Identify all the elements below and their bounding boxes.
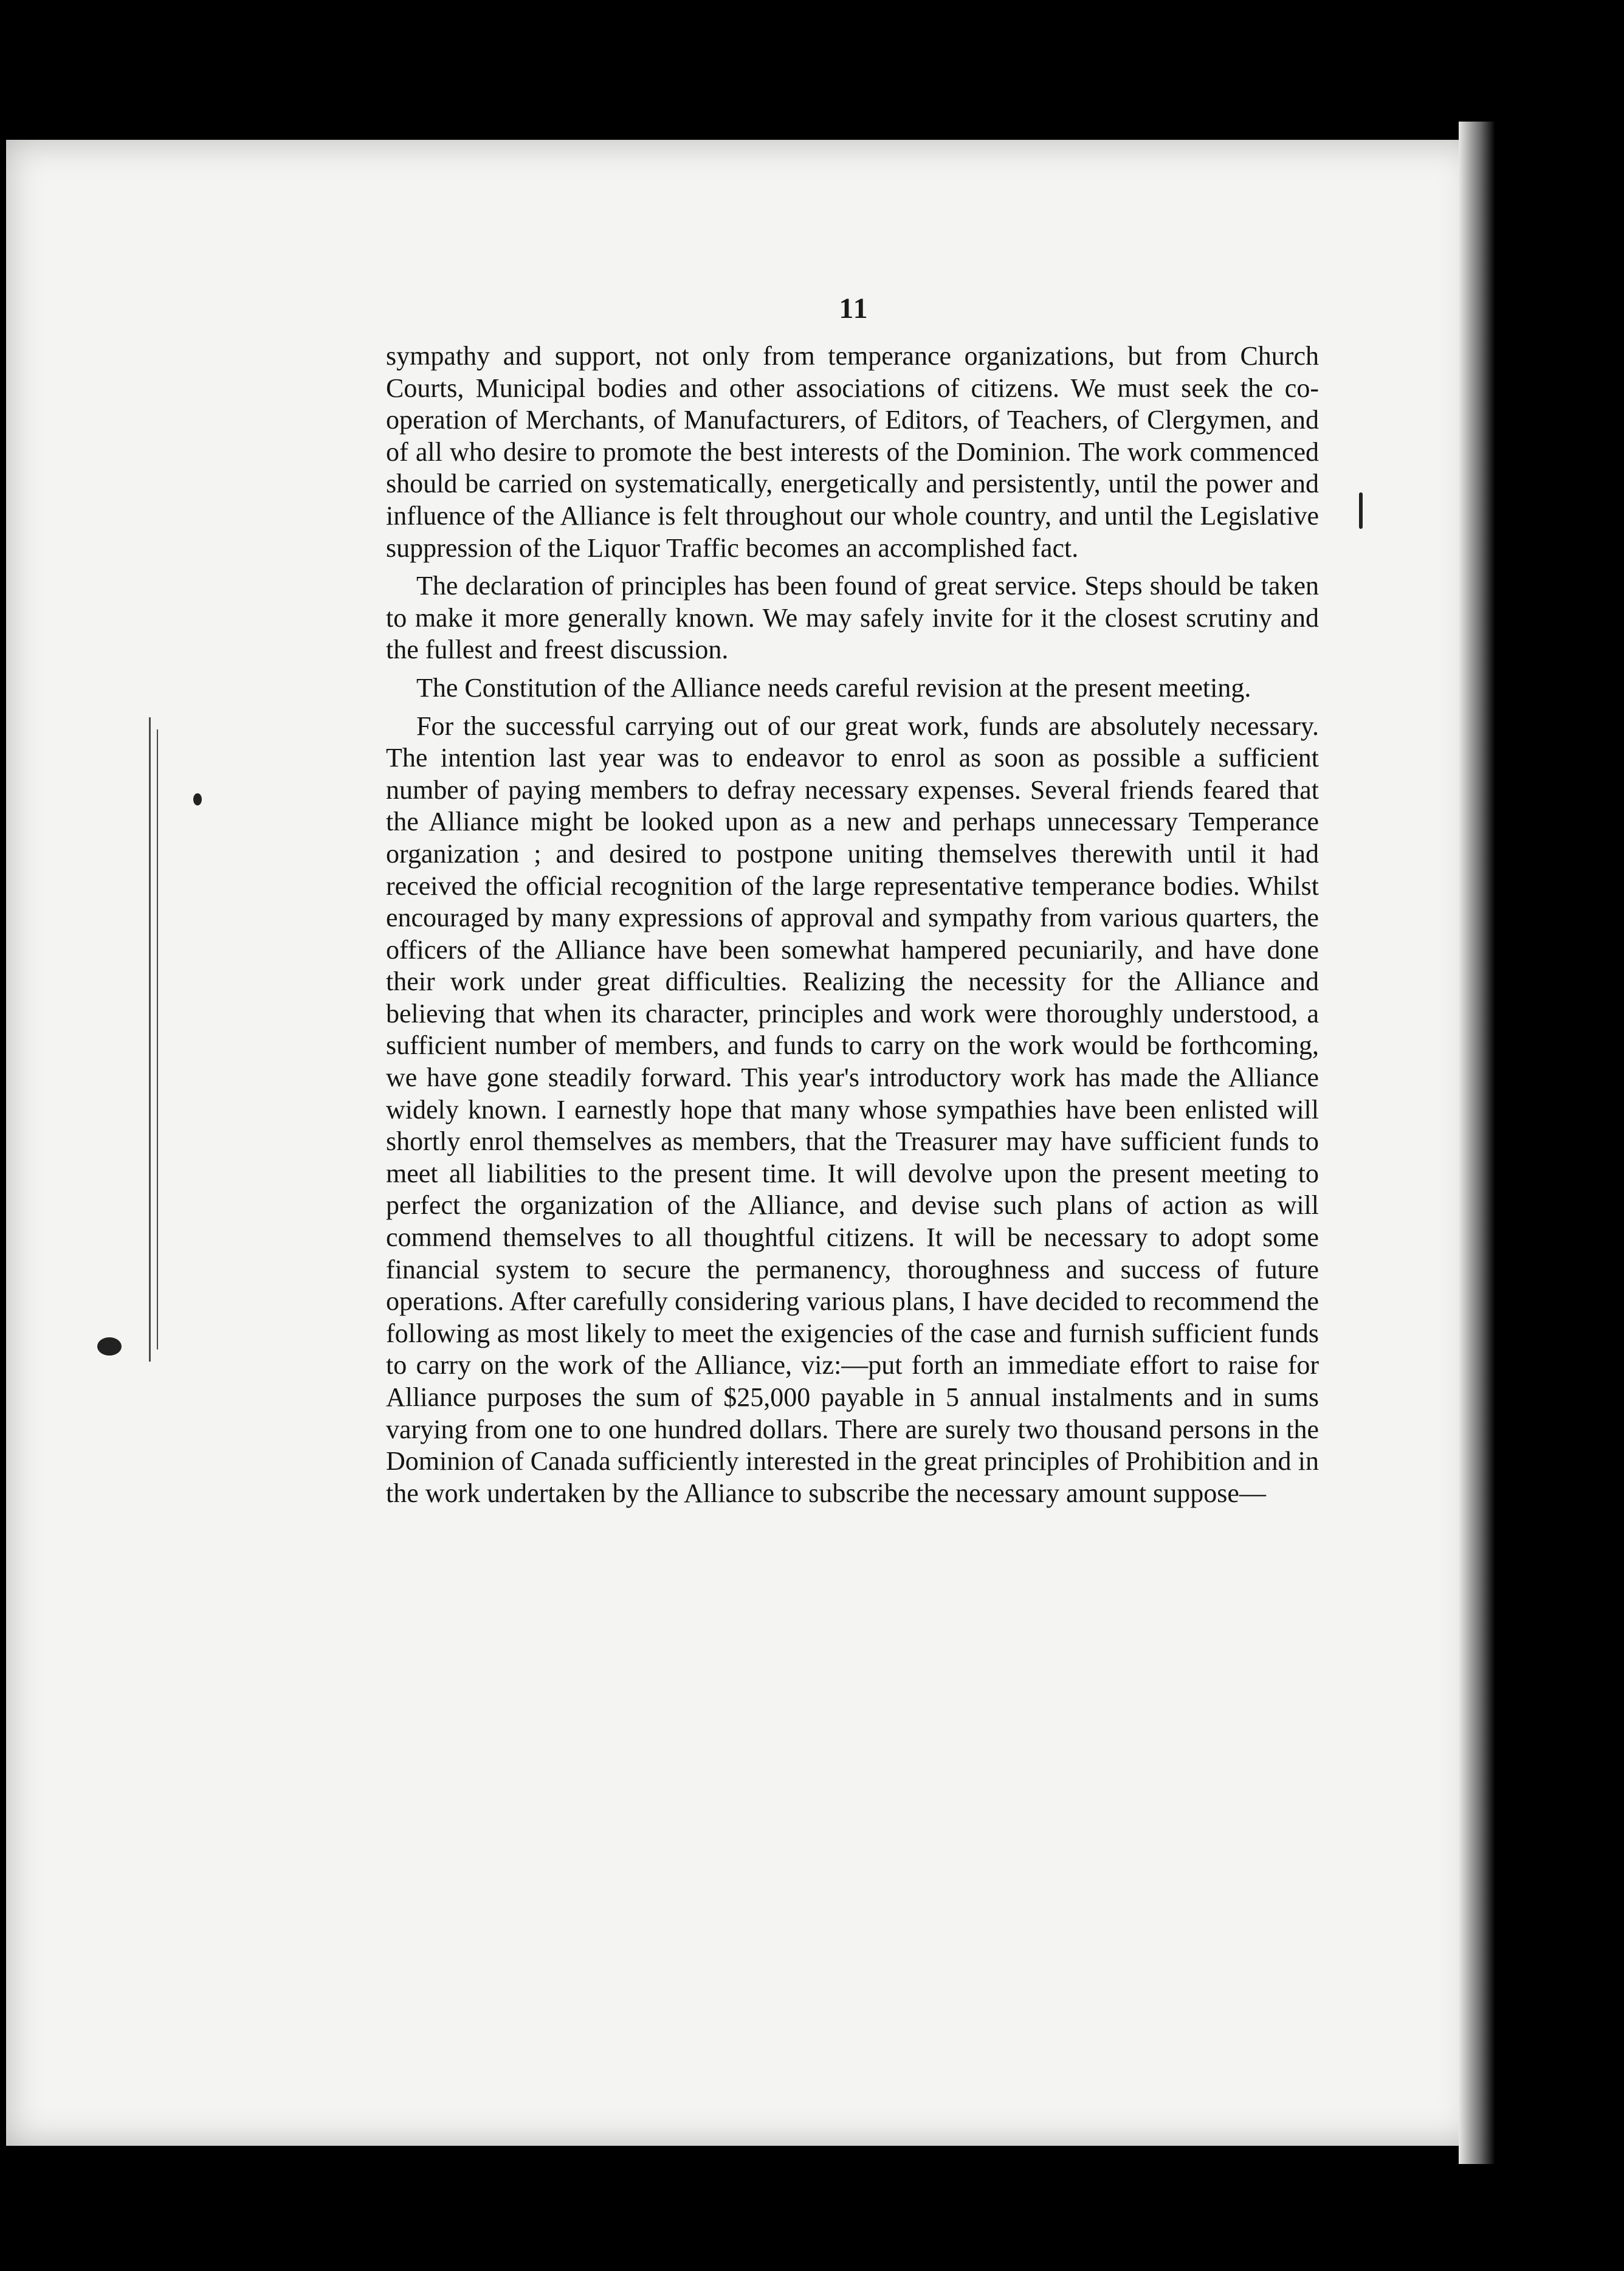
ink-speck (193, 793, 202, 805)
gutter-mark (157, 729, 158, 1349)
paragraph: The Constitution of the Alliance needs careful revision at the present meeting. (416, 672, 1251, 703)
paragraph: sympathy and support, not only from temperance organizations, but from Church Courts, Municipal bodies and other associations of citizens. We must seek the co-operation of Merchants, of Manufacturers, of Editors, of Teachers, of Clergymen, and of all who desire to promote the best interests of the Dominion. The work commenced should be carried on systematically, energetically and persistently, until the power and influence of the Alliance is felt throughout our whole country, and until the Legislative suppression of the Liquor Traffic becomes an accomplished fact. (386, 341, 1319, 563)
paragraph: The declaration of principles has been found of great service. Steps should be taken to make it more generally known. We may safely invite for it the closest scrutiny and the fullest and freest discussion. (386, 571, 1319, 665)
ink-speck (1359, 492, 1363, 529)
ink-speck (97, 1337, 122, 1356)
page-number: 11 (839, 292, 869, 325)
paragraph: For the successful carrying out of our great work, funds are absolutely necessary. The intention last year was to endeavor to enrol as soon as possible a sufficient number of paying members to defray necessary expenses. Several friends feared that the Alliance might be looked upon as a new and perhaps unnecessary Temperance organization ; and desired to postpone uniting themselves therewith until it had received the official recognition of the large representative temperance bodies. Whilst encouraged by many expressions of approval and sympathy from various quarters, the officers of the Alliance have been somewhat hampered pecuniarily, and have done their work under great difficulties. Realizing the necessity for the Alliance and believing that when its character, principles and work were thoroughly understood, a sufficient number of members, and funds to carry on the work would be forthcoming, we have gone steadily forward. This year's introductory work has made the Alliance widely known. I earnestly hope that many whose sympathies have been enlisted will shortly enrol themselves as members, that the Treasurer may have sufficient funds to meet all liabilities to the present time. It will devolve upon the present meeting to perfect the organization of the Alliance, and devise such plans of action as will commend themselves to all thoughtful citizens. It will be necessary to adopt some financial system to secure the permanency, thoroughness and success of future operations. After carefully considering various plans, I have decided to recommend the following as most likely to meet the exigencies of the case and furnish sufficient funds to carry on the work of the Alliance, viz:—put forth an immediate effort to raise for Alliance purposes the sum of $25,000 payable in 5 annual instalments and in sums varying from one to one hundred dollars. There are surely two thousand persons in the Dominion of Canada sufficiently interested in the great principles of Prohibition and in the work undertaken by the Alliance to subscribe the necessary amount suppose— (386, 711, 1319, 1508)
body-text (386, 340, 1319, 1509)
page-edge-shadow (1459, 122, 1495, 2164)
gutter-mark (149, 717, 151, 1362)
